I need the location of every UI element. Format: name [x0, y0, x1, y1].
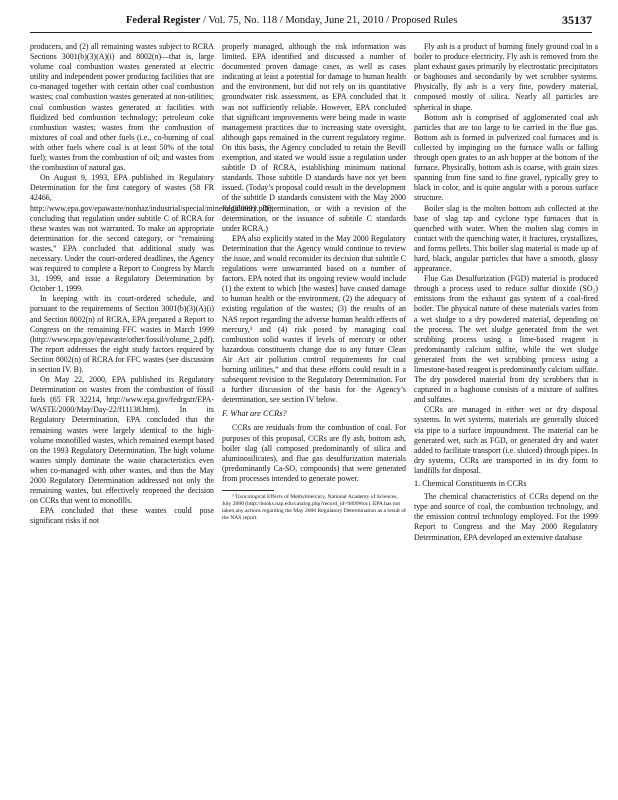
paragraph: EPA also explicitly stated in the May 2000 Regulatory Determination that the Agency would continue to review the issue, and would reconsider its decision that subtitle C regulations were unwarranted based on a number of factors. EPA noted that its ongoing review would include (1) the extent to which [the wastes] have caused damage to human health or the environment, (2) the adequacy of existing regulation of the wastes; (3) the results of an NAS report regarding the adverse human health effects of mercury,³ and (4) risk posed by managing coal combustion solid wastes if levels of mercury or other hazardous constituents change due to any future Clean Air Act air pollution control requirements for coal burning utilities,” and that these efforts could result in a subsequent revision to the Regulatory Determination. For a further discussion of the basis for the Agency’s determination, see section IV below. [222, 233, 406, 405]
paragraph: properly managed, although the risk information was limited. EPA identified and discussed a number of documented proven damage cases, as well as cases indicating at least a potential for damage to human health and the environment, but did not rely on its quantitative groundwater risk assessment, as EPA concluded that it was not sufficiently reliable. However, EPA concluded that significant improvements were being made in waste management practices due to increasing state oversight, although gaps remained in the current regulatory regime. On this basis, the Agency concluded to retain the Bevill exemption, and stated we would issue a regulation under subtitle D of RCRA, establishing minimum national standards. Those subtitle D standards have not yet been issued. (Today’s proposal could result in the development of the subtitle D standards consistent with the May 2000 Regulatory Determination, or with a revision of the determination, or the issuance of subtitle C standards under RCRA.) [222, 42, 406, 233]
text-column-3 [414, 42, 598, 543]
page-header [30, 10, 592, 33]
page-number: 35137 [562, 13, 592, 27]
paragraph: EPA concluded that these wastes could pose significant risks if not [30, 506, 214, 526]
paragraph: Fly ash is a product of burning finely ground coal in a boiler to produce electricity. Fly ash is removed from the plant exhaust gases primarily by electrostatic precipitators or baghouses and secondarily by wet scrubber systems. Physically, fly ash is a very fine, powdery material, composed mostly of silica. Nearly all particles are spherical in shape. [414, 42, 598, 112]
subsection-heading: 1. Chemical Constituents in CCRs [414, 479, 527, 489]
header-title: Federal Register [126, 15, 201, 26]
paragraph: In keeping with its court-ordered schedule, and pursuant to the requirements of Section 3001(b)(3)(A)(i) and Section 8002(n) of RCRA, EPA prepared a Report to Congress on the remaining FFC wastes in March 1999 (http://www.epa.gov/epawaste/other/fossil/volume_2.pdf). The report addresses the eight study factors required by Section 8002(n) of RCRA for FFC wastes (see discussion in section IV. B). [30, 294, 215, 374]
paragraph: Bottom ash is comprised of agglomerated coal ash particles that are too large to be carried in the flue gas. Bottom ash is formed in pulverized coal furnaces and is collected by impinging on the furnace walls or falling through open grates to an ash hopper at the bottom of the furnace. Physically, bottom ash is coarse, with grain sizes spanning from fine sand to fine gravel, typically grey to black in color, and is quite angular with a porous surface structure. [414, 112, 598, 203]
header-details: / Vol. 75, No. 118 / Monday, June 21, 2010 / Proposed Rules [202, 15, 458, 26]
footnote: ³ Toxicological Effects of Methylmercury, National Academy of Sciences, July 2000 (http://books.nap.edu/catalog.php?record_id=9899#toc). EPA has not taken any actions regarding the May 2000 Regulatory Determination as a result of the NAS report. [222, 494, 406, 522]
header-citation [126, 15, 457, 26]
paragraph: producers, and (2) all remaining wastes subject to RCRA Sections 3001(b)(3)(A)(i) and 8002(n)—that is, large volume coal combustion wastes generated at electric utility and independent power producing facilities that are co-managed together with certain other coal combustion wastes; coal combustion wastes generated at non-utilities; coal combustion wastes generated at facilities with fluidized bed combustion technology; petroleum coke combustion wastes; wastes from the combustion of mixtures of coal and other fuels (i.e., co-burning of coal with other fuels where coal is at least 50% of the total fuel); wastes from the combustion of oil; and wastes from the combustion of natural gas. [30, 42, 214, 173]
paragraph: CCRs are managed in either wet or dry disposal systems. In wet systems, materials are generally sluiced via pipe to a surface impoundment. The material can be generated wet, such as FGD, or generated dry and water added to facilitate transport (i.e. sluiced) through pipes. In dry systems, CCRs are transported in its dry form to landfills for disposal. [414, 405, 598, 475]
section-heading: F. What are CCRs? [222, 409, 287, 419]
paragraph: CCRs are residuals from the combustion of coal. For purposes of this proposal, CCRs are fly ash, bottom ash, boiler slag (all composed predominantly of silica and aluminosilicates), and flue gas desulfurization materials (predominantly Ca-SOₓ compounds) that were generated from processes intended to generate power. [222, 423, 406, 483]
paragraph: On August 9, 1993, EPA published its Regulatory Determination for the first category of wastes (58 FR 42466, http://www.epa.gov/epawaste/nonhaz/industrial/special/mineral/080993.pdf), concluding that regulation under subtitle C of RCRA for these wastes was not warranted. To make an appropriate determination for the second category, or “remaining wastes,” EPA concluded that additional study was necessary. Under the court-ordered deadlines, the Agency was required to complete a Report to Congress by March 31, 1999, and issue a Regulatory Determination by October 1, 1999. [30, 173, 274, 294]
paragraph: Boiler slag is the molten bottom ash collected at the base of slag tap and cyclone type furnaces that is quenched with water. When the molten slag comes in contact with the quenching water, it fractures, crystallizes, and forms pellets. This boiler slag material is made up of hard, black, angular particles that have a smooth, glassy appearance. [414, 203, 598, 274]
paragraph: On May 22, 2000, EPA published its Regulatory Determination on wastes from the combustion of fossil fuels (65 FR 32214, http://www.epa.gov/fedrgstr/EPA-WASTE/2000/May/Day-22/f11138.htm). In its Regulatory Determination, EPA concluded that the remaining wastes were largely identical to the high-volume monofilled wastes, which remained exempt based on the 1993 Regulatory Determination. The high volume wastes simply dominate the waste characteristics even when co-managed with other wastes, and thus the May 2000 Regulatory Determination addressed not only the remaining wastes, but effectively reopened the decision on CCRs that went to monofills. [30, 375, 214, 506]
footnote-rule [222, 490, 274, 491]
text-column-2 [222, 42, 406, 522]
paragraph: Flue Gas Desulfurization (FGD) material is produced through a process used to reduce sulfur dioxide (SO₂) emissions from the exhaust gas system of a coal-fired boiler. The physical nature of these materials varies from a wet sludge to a dry powdered material, depending on the process. The wet sludge generated from the wet scrubbing process using a lime-based reagent is predominantly calcium sulfite, while the wet sludge generated from the wet scrubbing process using a limestone-based reagent is predominantly calcium sulfate. The dry powdered material from dry scrubbers that is captured in a baghouse consists of a mixture of sulfites and sulfates. [414, 274, 598, 405]
paragraph: The chemical characteristics of CCRs depend on the type and source of coal, the combustion technology, and the emission control technology employed. For the 1999 Report to Congress and the May 2000 Regulatory Determination, EPA developed an extensive database [414, 492, 598, 542]
